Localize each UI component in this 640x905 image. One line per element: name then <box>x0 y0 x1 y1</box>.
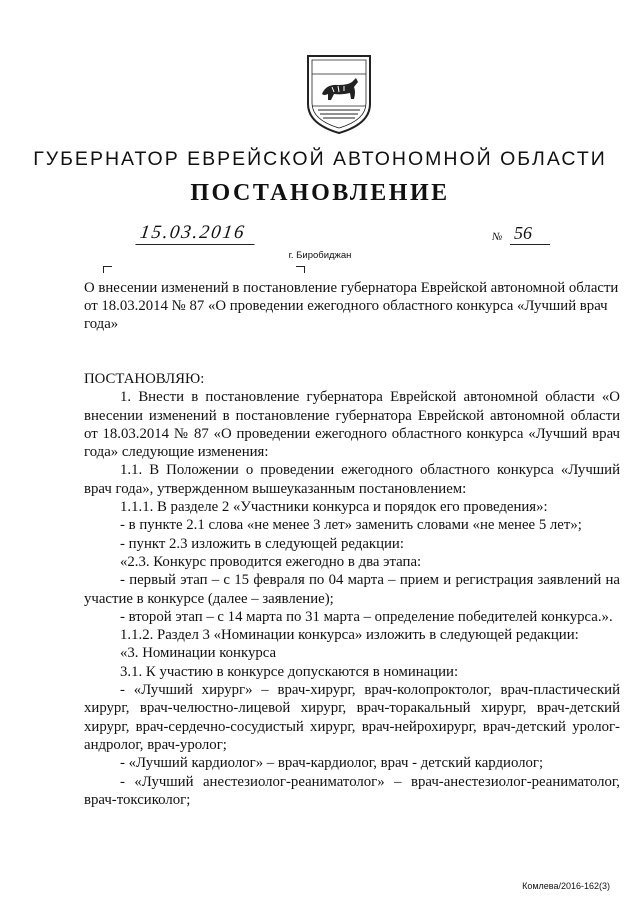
document-body <box>84 370 620 809</box>
paragraph-1: 1. Внести в постановление губернатора Еврейской автономной области «О внесении изменений в постановление губернатора Еврейской автономной области от 18.03.2014 № 87 «О проведении ежегодного областного конкурса «Лучший врач года» следующие изменения: <box>84 389 620 461</box>
subject-corner-right-mark <box>296 266 305 273</box>
footer-code: Комлева/2016-162(3) <box>522 881 610 891</box>
nomination-surgeon: - «Лучший хирург» – врач-хирург, врач-колопроктолог, врач-пластический хирург, врач-челюстно-лицевой хирург, врач-торакальный хирург, врач-детский хирург, врач-сердечно-сосудистый хирург, врач-нейрохирург, врач-детский уролог-андролог, врач-уролог; <box>84 682 620 753</box>
item-3-1: 3.1. К участию в конкурсе допускаются в номинации: <box>120 663 459 680</box>
stage-two: - второй этап – с 14 марта по 31 марта – определение победителей конкурса.». <box>120 608 613 625</box>
nomination-anesthesiologist: - «Лучший анестезиолог-реаниматолог» – врач-анестезиолог-реаниматолог, врач-токсиколог; <box>84 773 620 808</box>
paragraph-1-1-2: 1.1.2. Раздел 3 «Номинации конкурса» изложить в следующей редакции: <box>120 627 579 644</box>
item-2-3-change: - пункт 2.3 изложить в следующей редакции: <box>120 535 404 552</box>
document-subject: О внесении изменений в постановление губернатора Еврейской автономной области от 18.03.2014 № 87 «О проведении ежегодного областного конкурса «Лучший врач года» <box>84 280 619 332</box>
document-type-title: ПОСТАНОВЛЕНИЕ <box>190 180 450 206</box>
document-number-label: № <box>492 231 503 243</box>
document-date: 15.03.2016 <box>135 222 257 245</box>
resolution-heading: ПОСТАНОВЛЯЮ: <box>84 371 205 387</box>
document-city: г. Биробиджан <box>288 250 352 261</box>
coat-of-arms-emblem <box>304 52 374 136</box>
document-number: 56 <box>510 223 550 245</box>
stage-one: - первый этап – с 15 февраля по 04 марта – прием и регистрация заявлений на участие в конкурсе (далее – заявление); <box>84 572 620 607</box>
section-3-heading: «3. Номинации конкурса <box>120 645 277 662</box>
issuer-title: ГУБЕРНАТОР ЕВРЕЙСКОЙ АВТОНОМНОЙ ОБЛАСТИ <box>33 148 607 170</box>
subject-corner-left-mark <box>103 266 112 273</box>
nomination-cardiologist: - «Лучший кардиолог» – врач-кардиолог, врач - детский кардиолог; <box>120 755 544 772</box>
paragraph-1-1-1: 1.1.1. В разделе 2 «Участники конкурса и порядок его проведения»: <box>120 499 548 516</box>
item-2-3-text: «2.3. Конкурс проводится ежегодно в два этапа: <box>120 553 422 570</box>
paragraph-1-1: 1.1. В Положении о проведении ежегодного областного конкурса «Лучший врач года», утвержденном вышеуказанным постановлением: <box>84 462 620 497</box>
item-2-1-change: - в пункте 2.1 слова «не менее 3 лет» заменить словами «не менее 5 лет»; <box>120 517 582 534</box>
